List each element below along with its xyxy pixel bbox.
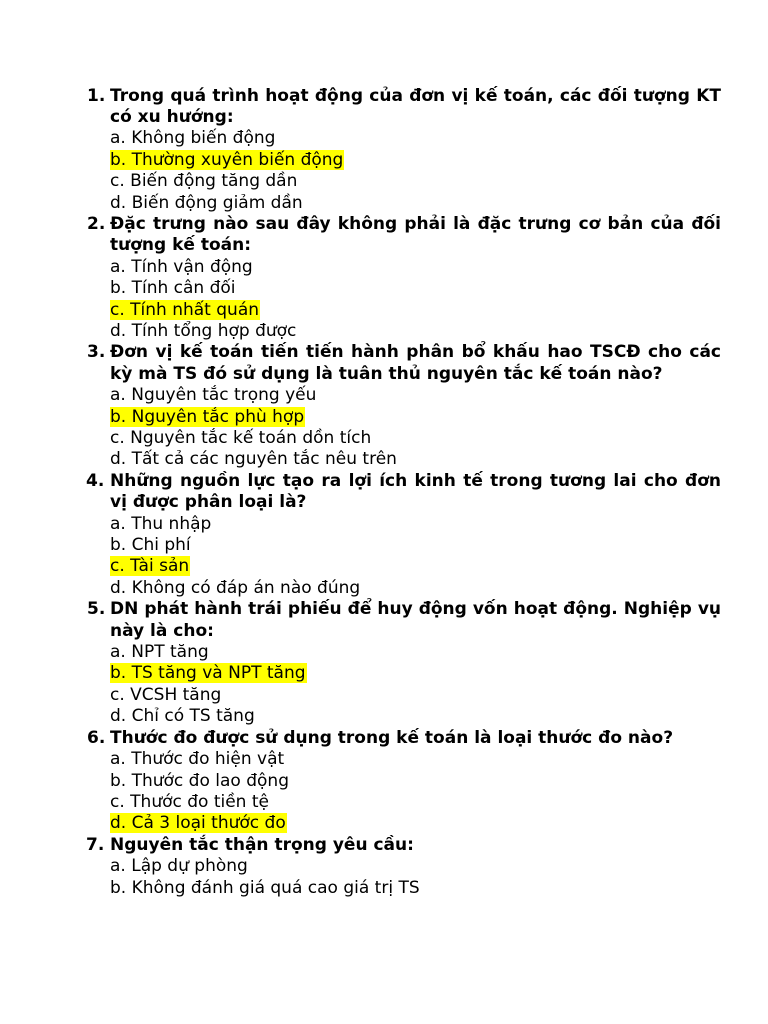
answer-option-label: a. Thu nhập (110, 513, 212, 534)
question-stem (86, 470, 721, 514)
question-number: 3. (87, 342, 106, 363)
answer-option-label: c. Tài sản (110, 556, 190, 577)
answer-option-label: d. Biến động giảm dần (110, 192, 303, 213)
answer-option (110, 535, 768, 556)
answer-option (110, 171, 768, 192)
question-3 (0, 342, 768, 470)
answer-options (110, 514, 768, 600)
answer-option-label: c. Thước đo tiền tệ (110, 791, 269, 812)
answer-option (110, 321, 768, 342)
answer-options (110, 749, 768, 835)
answer-option-label: c. Nguyên tắc kế toán dồn tích (110, 428, 372, 448)
answer-option-label: d. Tính tổng hợp được (110, 320, 297, 341)
answer-options (110, 856, 768, 899)
answer-option (110, 428, 768, 449)
answer-option (110, 642, 768, 663)
answer-option (110, 385, 768, 406)
answer-option-label: b. Không đánh giá quá cao giá trị TS (110, 877, 420, 898)
answer-option (110, 856, 768, 877)
question-text: Trong quá trình hoạt động của đơn vị kế toán, các đối tượng KT có xu hướng: (110, 85, 721, 127)
answer-options (110, 257, 768, 343)
answer-option-highlighted (110, 300, 768, 321)
answer-option-label: b. TS tăng và NPT tăng (110, 663, 306, 684)
answer-options (110, 385, 768, 471)
answer-option-label: b. Nguyên tắc phù hợp (110, 406, 305, 427)
question-7 (0, 835, 768, 899)
answer-option (110, 578, 768, 599)
question-stem (87, 727, 721, 749)
answer-option-highlighted (110, 813, 768, 834)
question-stem (86, 834, 721, 856)
question-4 (0, 471, 768, 599)
answer-option (110, 749, 768, 770)
answer-option-highlighted (110, 663, 768, 684)
answer-option (110, 771, 768, 792)
question-number: 6. (87, 727, 106, 748)
answer-options (110, 128, 768, 214)
answer-option-label: a. Không biến động (110, 128, 276, 149)
answer-option-highlighted (110, 407, 768, 428)
question-number: 2. (87, 213, 106, 234)
question-number: 7. (86, 834, 105, 855)
question-number: 5. (87, 599, 106, 620)
answer-option (110, 278, 768, 299)
question-stem (87, 85, 721, 129)
answer-option-label: a. NPT tăng (110, 642, 209, 663)
answer-option-label: b. Thước đo lao động (110, 770, 289, 791)
question-6 (0, 728, 768, 835)
question-5 (0, 599, 768, 727)
answer-option (110, 878, 768, 899)
question-number: 1. (87, 85, 106, 106)
answer-option (110, 128, 768, 149)
answer-option (110, 514, 768, 535)
answer-option-label: a. Tính vận động (110, 256, 253, 277)
answer-option-label: c. VCSH tăng (110, 684, 222, 705)
answer-option-label: a. Lập dự phòng (110, 856, 248, 877)
question-text: DN phát hành trái phiếu để huy động vốn hoạt động. Nghiệp vụ này là cho: (110, 599, 721, 641)
answer-option (110, 449, 768, 470)
question-1 (0, 86, 768, 214)
answer-option-label: d. Chỉ có TS tăng (110, 706, 255, 727)
answer-option-label: b. Thường xuyên biến động (110, 149, 344, 170)
answer-option-label: c. Tính nhất quán (110, 299, 260, 320)
answer-option-label: c. Biến động tăng dần (110, 171, 298, 192)
question-number: 4. (86, 470, 105, 491)
answer-option-label: d. Cả 3 loại thước đo (110, 813, 286, 834)
answer-option-label: d. Không có đáp án nào đúng (110, 577, 361, 598)
answer-option-highlighted (110, 150, 768, 171)
question-stem (87, 599, 721, 642)
answer-option (110, 685, 768, 706)
question-stem (87, 213, 721, 257)
question-text: Đơn vị kế toán tiến tiến hành phân bổ khấu hao TSCĐ cho các kỳ mà TS đó sử dụng là tuân thủ nguyên tắc kế toán nào? (110, 342, 721, 384)
question-text: Những nguồn lực tạo ra lợi ích kinh tế trong tương lai cho đơn vị được phân loại là? (110, 470, 721, 513)
question-stem (87, 342, 721, 385)
answer-option-label: b. Chi phí (110, 535, 191, 556)
question-text: Nguyên tắc thận trọng yêu cầu: (110, 834, 414, 855)
answer-option-label: a. Thước đo hiện vật (110, 749, 285, 770)
question-text: Đặc trưng nào sau đây không phải là đặc trưng cơ bản của đối tượng kế toán: (110, 213, 721, 256)
question-list (0, 86, 768, 899)
question-2 (0, 214, 768, 342)
question-text: Thước đo được sử dụng trong kế toán là loại thước đo nào? (110, 727, 674, 748)
answer-option (110, 706, 768, 727)
answer-option (110, 792, 768, 813)
answer-option-label: b. Tính cân đối (110, 278, 236, 299)
answer-options (110, 642, 768, 728)
answer-option-label: a. Nguyên tắc trọng yếu (110, 385, 317, 406)
answer-option-label: d. Tất cả các nguyên tắc nêu trên (110, 449, 397, 470)
answer-option (110, 193, 768, 214)
answer-option-highlighted (110, 556, 768, 577)
answer-option (110, 257, 768, 278)
